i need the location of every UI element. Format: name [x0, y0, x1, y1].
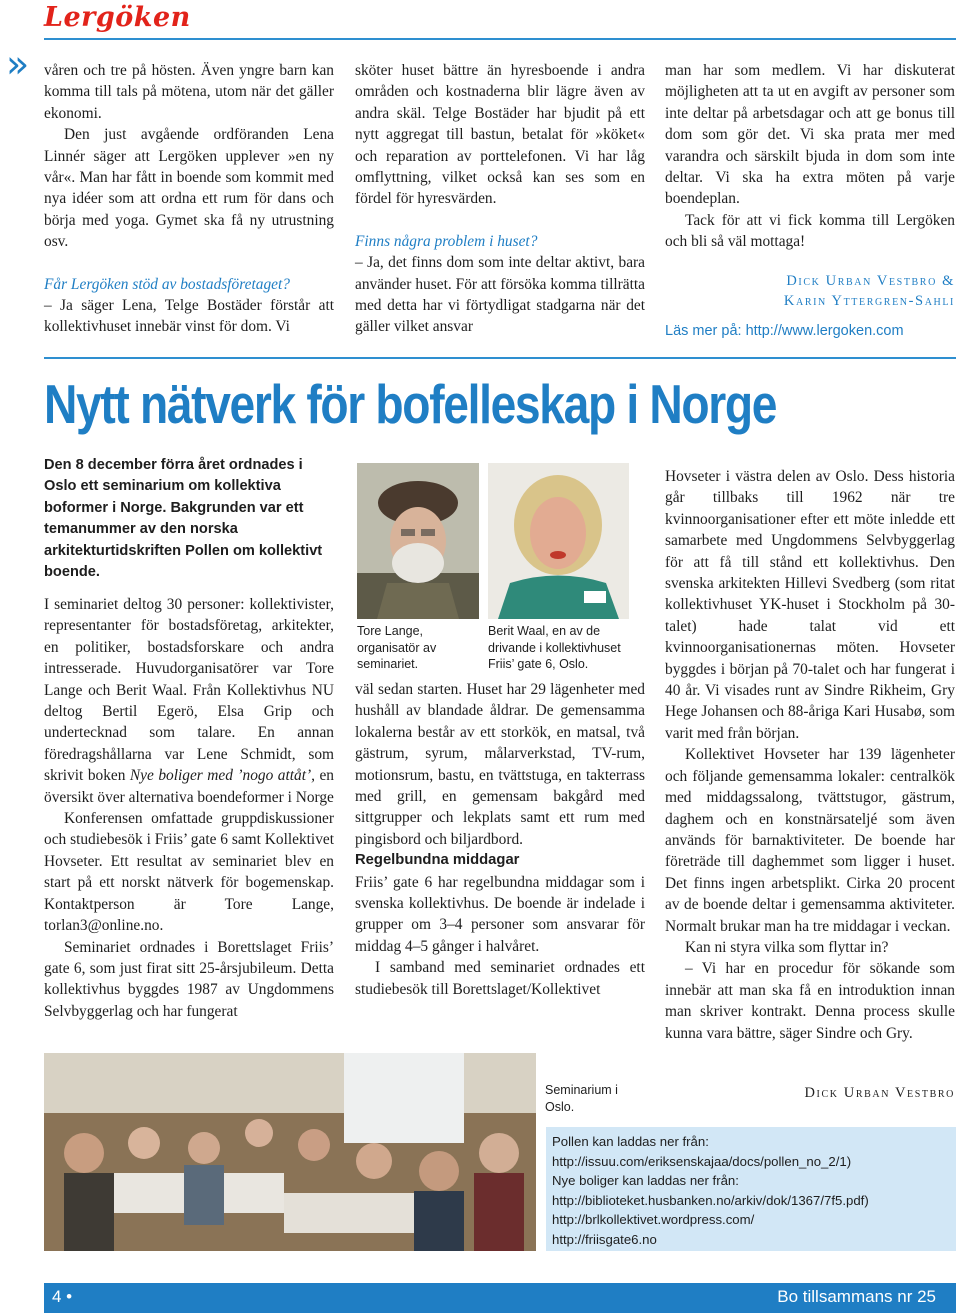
paragraph: – Ja, det finns dom som inte deltar aktivt, bara använder huset. För att försöka komma tillrätta med detta har vi förtydligat stadgarna när det gäller vilket ansvar: [355, 254, 645, 336]
lergoken-link[interactable]: Läs mer på: http://www.lergoken.com: [665, 322, 904, 339]
article-ingress: Den 8 december förra året ordnades i Oslo ett seminarium om kollektiva boformer i Norge. Bakgrunden var ett temanummer av den norska arkitekturtidskriften Pollen om kollektivt boende.: [44, 457, 323, 581]
article-column-2: [355, 679, 645, 1000]
article-signature: Dick Urban Vestbro: [804, 1085, 955, 1101]
article-column-1: [44, 594, 334, 1022]
portrait-tore-lange: [357, 463, 479, 619]
article-headline: Nytt nätverk för bofelleskap i Norge: [44, 373, 777, 435]
paragraph: Friis’ gate 6 har regelbundna middagar som i svenska kollektivhus. De boende är indelade i grupper om 3–4 personer som ansvarar för middag 4–5 gånger i halvåret.: [355, 873, 645, 955]
lergoken-column-2: [355, 60, 645, 338]
page-number: 4 •: [52, 1287, 73, 1306]
question: Finns några problem i huset?: [355, 232, 538, 250]
paragraph: – Vi har en procedur för sökande som innebär att man ska få en introduktion innan man skriver kontrakt. Denna process skulle kunna vara bättre, säger Sindre och Gry.: [665, 960, 955, 1042]
paragraph: I seminariet deltog 30 personer: kollektivister, representanter för bostadsföretag, arkitekter, en politiker, bostadsforskare och andra intresserade. Huvudorganisatörer var Tore Lange och Berit Waal. Från Kollektivhus NU deltog Bertil Egerö, Elsa Grip och undertecknad som talare. En annan föredragshållarna var Lene Schmidt, som skrivit boken Nye boliger med ’nogo attåt’, en översikt över alternativa boendeformer i Norge: [44, 596, 334, 806]
paragraph: sköter huset bättre än hyresboende i andra områden och kostnaderna blir lägre även av andra skäl. Telge Bostäder har bjudit på ett nytt aggregat till bastun, betalat för »köket« och reparation av porttelefonen. Vi har låg omflyttning, vilket också kan ses som en fördel för hyresvärden.: [355, 62, 645, 208]
paragraph: våren och tre på hösten. Även yngre barn kan komma till tals på mötena, utom när det gäller ekonomi.: [44, 62, 334, 122]
paragraph: väl sedan starten. Huset har 29 lägenheter med hushåll av blandade åldrar. De gemensamma lokalerna består av ett storkök, en matsal, två gästrum, syrum, målarverkstad, TV-rum, motionsrum, bastu, en tvättstuga, en takterrass med grill, en gemensam bakgård med sittgrupper och lekplats samt ett rum med pingisbord och biljardbord.: [355, 681, 645, 848]
paragraph: Hovseter i västra delen av Oslo. Dess historia går tillbaks till 1962 när tre kvinnoorganisationer efter ett möte inledde ett samarbete med Ungdommens Selvbyggerlag för att få till stånd ett kollektivhus. Den svenska arkitekten Hillevi Svedberg (som ritat kollektivhuset YK-huset i Stockholm på 30-talet) hade talat vid ett kvinnoorganisationernas möten. Hovseter byggdes i början på 70-talet och har fungerat i 40 år. Vi visades runt av Sindre Rikheim, Gry Hege Johansen och 88-åriga Kari Husabø, som varit med från början.: [665, 468, 955, 742]
caption-seminar: Seminarium i Oslo.: [545, 1083, 618, 1114]
caption-tore: Tore Lange, organisatör av seminariet.: [357, 624, 437, 671]
lergoken-column-3: [665, 60, 955, 342]
brlkollektivet-link[interactable]: http://brlkollektivet.wordpress.com/: [552, 1212, 755, 1228]
caption-berit: Berit Waal, en av de drivande i kollektivhuset Friis’ gate 6, Oslo.: [488, 624, 621, 671]
section-divider: [44, 357, 956, 359]
section-title: Lergöken: [44, 2, 191, 33]
article-column-3: [665, 466, 955, 1044]
lergoken-column-1: [44, 60, 334, 338]
friisgate-link[interactable]: http://friisgate6.no: [552, 1231, 657, 1247]
paragraph: man har som medlem. Vi har diskuterat möjligheten att ta ut en avgift av personer som inte deltar på arbetsdagar och att ge bonus till dom som gör det. Vi ska prata mer med varandra och särskilt bjuda in dom som inte deltar. Vi ska ha extra möten på varje boendeplan.: [665, 62, 955, 208]
top-divider: [44, 38, 956, 40]
publication-title: Bo tillsammans nr 25: [777, 1287, 936, 1306]
pollen-link[interactable]: http://issuu.com/eriksenskajaa/docs/pollen_no_2/1): [552, 1153, 852, 1169]
husbanken-link[interactable]: http://biblioteket.husbanken.no/arkiv/dok/1367/7f5.pdf): [552, 1192, 869, 1208]
paragraph: Kollektivet Hovseter har 139 lägenheter och följande gemensamma lokaler: centralkök med middagssalong, tvättstugor, gästrum, daghem och en konstnärsateljé som även används för barnaktiviteter. De boende har företräde till daghemmet som ligger i huset. Det finns ingen arbetsplikt. Cirka 20 procent av de boende deltar i gemensamma aktiviteter. Normalt brukar man ha tre middagar i veckan.: [665, 746, 955, 935]
paragraph: Konferensen omfattade gruppdiskussioner och studiebesök i Friis’ gate 6 samt Kollektivet Hovseter. Ett resultat av seminariet blev en start på ett norskt nätverk för bogemenskap. Kontaktperson är Tore Lange, torlan3@online.no.: [44, 810, 334, 935]
paragraph: Den just avgående ordföranden Lena Linnér säger att Lergöken upplever »en ny vår«. Man har fått in boende som kommit med nya idéer som att ordna ett rum för dans och börja med yoga. Gymet ska få ny utrustning osv.: [44, 126, 334, 251]
seminar-photo: [44, 1053, 536, 1251]
continuation-chevron-icon: »: [6, 42, 30, 86]
paragraph: I samband med seminariet ordnades ett studiebesök till Borettslaget/Kollektivet: [355, 959, 645, 998]
author-signature: Dick Urban Vestbro &: [786, 272, 955, 289]
paragraph: Kan ni styra vilka som flyttar in?: [685, 938, 889, 956]
subheading: Regelbundna middagar: [355, 852, 520, 869]
portrait-berit-waal: [488, 463, 629, 619]
author-signature: Karin Yttergren-Sahli: [783, 292, 955, 309]
links-label: Nye boliger kan laddas ner från:: [552, 1173, 739, 1189]
download-links-box: [546, 1127, 956, 1251]
paragraph: Seminariet ordnades i Borettslaget Friis’ gate 6, som just firat sitt 25-årsjubileum. Detta kollektivhus byggdes 1987 av Ungdommens Selvbyggerlag och har fungerat: [44, 938, 334, 1020]
paragraph: Tack för att vi fick komma till Lergöken och bli så väl mottaga!: [665, 211, 955, 251]
question: Får Lergöken stöd av bostadsföretaget?: [44, 275, 290, 293]
page-footer: [44, 1283, 956, 1313]
paragraph: – Ja säger Lena, Telge Bostäder förstår att kollektivhuset innebär vinst för dom. Vi: [44, 297, 334, 336]
links-label: Pollen kan laddas ner från:: [552, 1134, 709, 1149]
